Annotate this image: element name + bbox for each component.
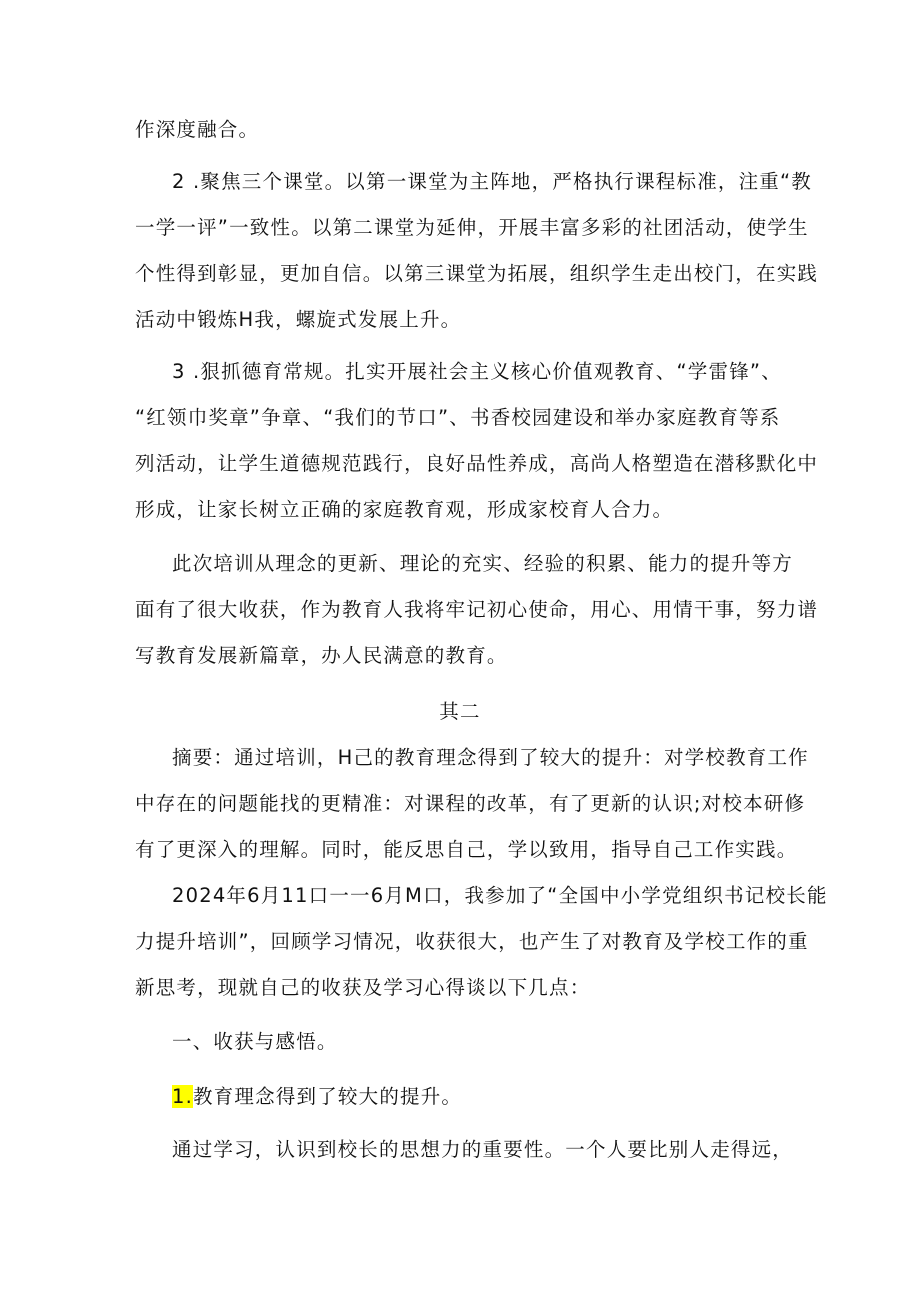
paragraph-line: 作深度融合。 [135, 118, 260, 141]
numbered-heading [172, 1085, 462, 1109]
paragraph-line: 面有了很大收获，作为教育人我将牢记初心使命，用心、用情干事，努力谱 [135, 598, 819, 621]
paragraph-line: 个性得到彰显，更加自信。以第三课堂为拓展，组织学生走出校门，在实践 [135, 262, 819, 285]
paragraph-line: “红领巾奖章”争章、“我们的节口”、书香校园建设和举办家庭教育等系 [135, 406, 781, 429]
paragraph-line: 列活动，让学生道德规范践行，良好品性养成，高尚人格塑造在潜移默化中 [135, 452, 819, 475]
paragraph-line: 3 .狠抓德育常规。扎实开展社会主义核心价值观教育、“学雷锋”、 [172, 360, 782, 383]
paragraph-line: 摘要：通过培训，H己的教育理念得到了较大的提升：对学校教育工作 [172, 746, 809, 769]
paragraph-line: 一学一评”一致性。以第二课堂为延伸，开展丰富多彩的社团活动，使学生 [135, 216, 809, 239]
paragraph-line: 通过学习，认识到校长的思想力的重要性。一个人要比别人走得远， [172, 1138, 794, 1161]
paragraph-line: 2 .聚焦三个课堂。以第一课堂为主阵地，严格执行课程标准，注重“教 [172, 170, 813, 193]
heading-text: 教育理念得到了较大的提升。 [193, 1085, 463, 1108]
paragraph-line: 2024年6月11口一一6月M口，我参加了“全国中小学党组织书记校长能 [172, 884, 828, 907]
subheading: 一、收获与感悟。 [172, 1030, 338, 1053]
paragraph-line: 新思考，现就自己的收获及学习心得谈以下几点： [135, 976, 591, 999]
section-heading: 其二 [439, 700, 481, 723]
paragraph-line: 此次培训从理念的更新、理论的充实、经验的积累、能力的提升等方 [172, 552, 794, 575]
paragraph-line: 力提升培训”，回顾学习情况，收获很大，也产生了对教育及学校工作的重 [135, 930, 809, 953]
paragraph-line: 形成，让家长树立正确的家庭教育观，形成家校育人合力。 [135, 498, 674, 521]
paragraph-line: 写教育发展新篇章，办人民满意的教育。 [135, 644, 508, 667]
paragraph-line: 活动中锻炼H我，螺旋式发展上升。 [135, 308, 462, 331]
highlighted-number: 1. [172, 1085, 194, 1108]
paragraph-line: 有了更深入的理解。同时，能反思自己，学以致用，指导自己工作实践。 [135, 838, 798, 861]
paragraph-line: 中存在的问题能找的更精准：对课程的改革，有了更新的认识;对校本研修 [135, 792, 806, 815]
